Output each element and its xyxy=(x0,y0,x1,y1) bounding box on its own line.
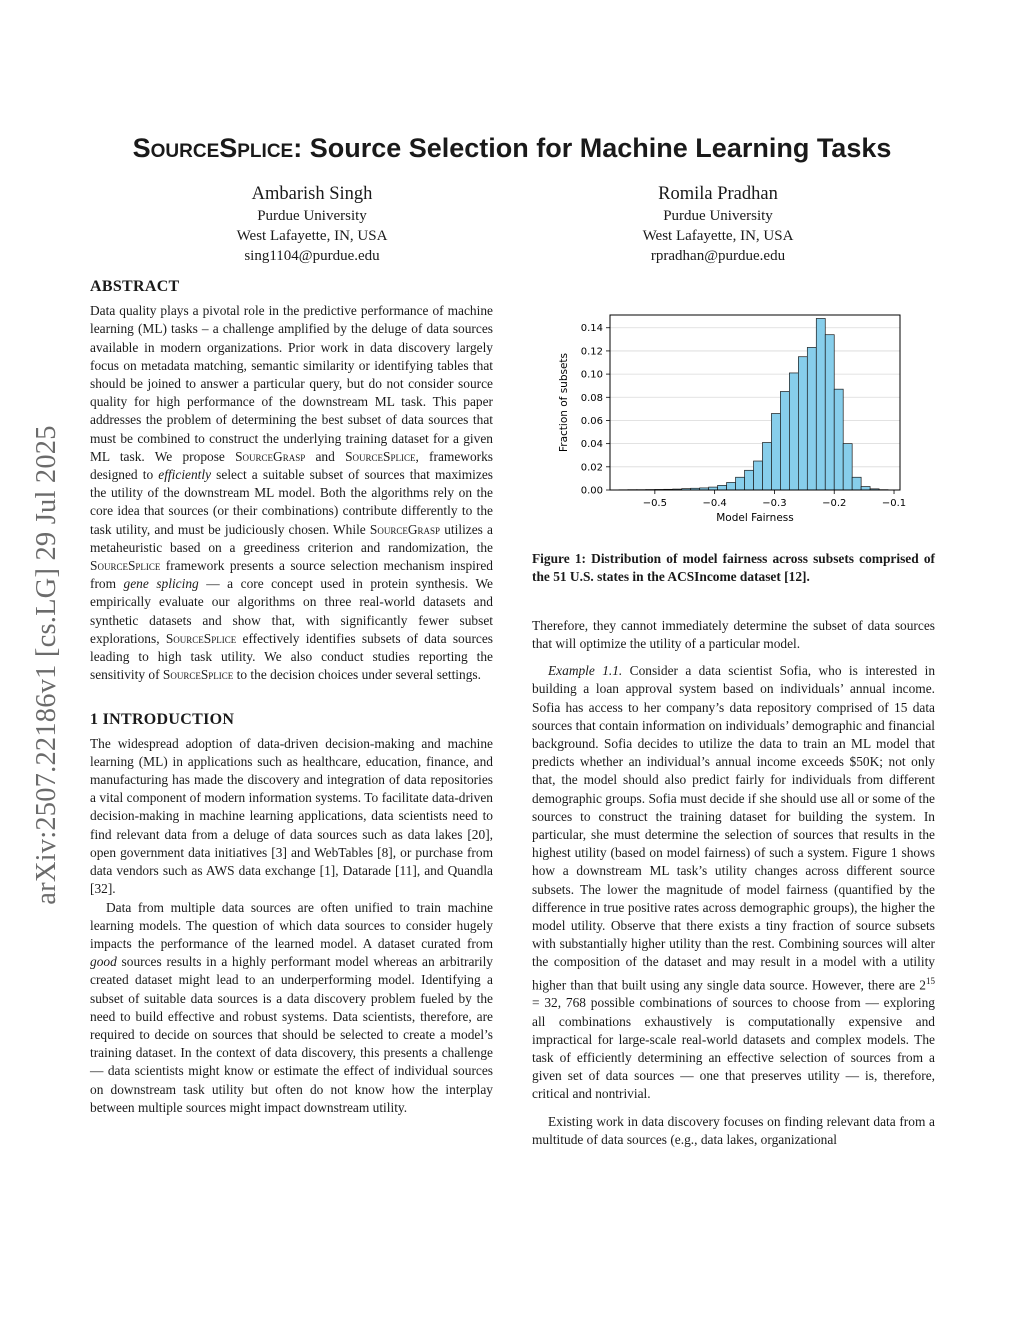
y-tick-label: 0.00 xyxy=(580,485,603,497)
right-column xyxy=(532,550,935,1149)
y-tick-label: 0.02 xyxy=(580,462,603,474)
system-name: SourceSplice xyxy=(90,558,161,574)
author-affiliation: Purdue University xyxy=(257,208,367,224)
y-tick-label: 0.06 xyxy=(580,415,603,427)
example-label: Example 1.1. xyxy=(548,663,623,679)
system-name: SourceGrasp xyxy=(369,521,441,537)
author-email: rpradhan@purdue.edu xyxy=(650,248,786,264)
histogram-bar xyxy=(727,482,736,490)
body-paragraph: Existing work in data discovery focuses on finding relevant data from a multitude of data sources (e.g., data lakes, organizational xyxy=(532,1113,935,1147)
author-location: West Lafayette, IN, USA xyxy=(642,228,794,244)
y-tick-label: 0.12 xyxy=(580,346,603,358)
intro-paragraph-2: Data from multiple data sources are often unified to train machine learning models. The question of which data sources to consider hugely impacts the performance of the learned model. A dataset curated from good sources results in a highly performant model whereas an arbitrarily created dataset might lead to an underperforming model. Identifying a subset of suitable data sources is a data discovery problem fueled by the need to build effective and robust systems. Data scientists, therefore, are required to decide on sources that should be selected to create a model’s training dataset. In the context of data discovery, this presents a challenge — data scientists might know or estimate the effect of individual sources on downstream task utility but often do not know how the interplay between multiple sources might impact downstream utility. xyxy=(90,899,493,1115)
intro-paragraph-1: The widespread adoption of data-driven decision-making and machine learning (ML) in applications such as healthcare, education, finance, and manufacturing has made the discovery and integration of data repositories a vital component of modern information systems. To facilitate data-driven decision-making in machine learning applications, data scientists need to find relevant data from a deluge of data sources such as data lakes [20], open government data initiatives [3] and WebTables [8], or purchase from data vendors such as AWS data exchange [1], Datarade [11], and Quandla [32]. xyxy=(90,735,493,897)
histogram-bar xyxy=(825,335,834,490)
fairness-histogram xyxy=(555,300,915,530)
author-location: West Lafayette, IN, USA xyxy=(236,228,388,244)
histogram-bar xyxy=(834,389,843,490)
system-name: SourceSplice xyxy=(345,448,416,464)
author-email: sing1104@purdue.edu xyxy=(244,248,380,264)
histogram-bar xyxy=(807,347,816,490)
system-name: SourceSplice xyxy=(162,667,234,683)
body-paragraph: Therefore, they cannot immediately determine the subset of data sources that will optimize the utility of a particular model. xyxy=(532,617,935,652)
system-name: SourceSplice xyxy=(165,630,237,646)
title-subtitle: : Source Selection for Machine Learning Tasks xyxy=(293,133,892,163)
abstract-heading: ABSTRACT xyxy=(90,278,180,295)
system-name: SourceGrasp xyxy=(235,448,306,464)
x-tick-label: −0.5 xyxy=(642,498,667,509)
histogram-bar xyxy=(798,357,807,490)
x-axis-label: Model Fairness xyxy=(716,512,794,524)
y-tick-label: 0.08 xyxy=(580,392,603,404)
histogram-bar xyxy=(718,485,727,490)
abstract-text: Data quality plays a pivotal role in the predictive performance of machine learning (ML) tasks – a challenge amplified by the deluge of data sources available in modern organizations. Prior work in data discovery largely focus on metadata matching, semantic similarity or identifying tables that should be joined to answer a particular query, but do not consider source quality for high performance of the downstream ML task. This paper addresses the problem of determining the best subset of data sources that must be combined to construct the underlying training dataset for a given ML task. We propose SourceGrasp and SourceSplice, frameworks designed to efficiently select a suitable subset of sources that maximizes the utility of the downstream ML model. Both the algorithms rely on the core idea that sources (or their combinations) contribute differently to the task utility, and must be judiciously chosen. While SourceGrasp utilizes a metaheuristic based on a greediness criterion and randomization, the SourceSplice framework presents a source selection mechanism inspired from gene splicing — a core concept used in protein synthesis. We empirically evaluate our algorithms on three real-world datasets and synthetic datasets and show that, with significantly fewer subset explorations, SourceSplice effectively identifies subsets of data sources leading to high task utility. We also conduct studies reporting the sensitivity of SourceSplice to the decision choices under several settings. xyxy=(90,303,494,683)
histogram-bar xyxy=(754,461,763,490)
author-affiliation: Purdue University xyxy=(663,208,773,224)
histogram-bar xyxy=(780,391,789,490)
paper-title xyxy=(0,133,1024,164)
histogram-bar xyxy=(736,477,745,490)
histogram-bar xyxy=(762,442,771,490)
left-column xyxy=(90,278,493,1117)
section-heading-introduction: 1 INTRODUCTION xyxy=(90,711,235,729)
histogram-bar xyxy=(745,470,754,490)
x-tick-label: −0.4 xyxy=(702,498,727,509)
y-tick-label: 0.04 xyxy=(580,439,603,451)
example-paragraph: Example 1.1. Consider a data scientist Sofia, who is interested in building a loan approval system based on individuals’ annual income. Sofia has access to her company’s data repository comprised of 15 data sources that contain information on individuals’ demographic and financial background. Sofia decides to utilize the data to train an ML model that predicts whether an individual’s annual income exceeds $50K; not only that, the model should also predict fairly for individuals from different demographic groups. Sofia must decide if she should use all or some of the sources to construct the training dataset for building the system. In particular, she must determine the selection of sources that results in the highest utility (based on model fairness) of such a system. Figure 1 shows how a downstream ML task’s utility changes across different source subsets. The lower the magnitude of model fairness (quantified by the difference in true positive rates across demographic groups), the higher the model utility. Observe that there exists a tiny fraction of source subsets with substantially higher utility than the rest. Combining sources will alter the composition of the dataset and may result in a model with a utility higher than that built using any single data source. However, there are $2^{15} = 32$, 768 possible combinations of sources to choose from — exploring all combinations exhaustively is computationally expensive and impractical for large-scale real-world datasets and complex models. The task of efficiently determining an effective selection of sources from a given set of data sources — one that preserves utility — is, therefore, critical and nontrivial. xyxy=(532,663,936,1102)
author-name: Romila Pradhan xyxy=(658,184,778,204)
x-tick-label: −0.1 xyxy=(881,498,907,509)
arxiv-identifier: arXiv:2507.22186v1 [cs.LG] 29 Jul 2025 xyxy=(31,425,62,905)
author-name: Ambarish Singh xyxy=(251,184,373,204)
histogram-bar xyxy=(789,373,798,490)
histogram-bar xyxy=(843,444,852,490)
histogram-bar xyxy=(861,487,870,490)
author-block-1 xyxy=(142,182,482,266)
arxiv-sidebar xyxy=(32,380,62,950)
y-axis-label: Fraction of subsets xyxy=(558,352,570,453)
title-system-name: SourceSplice xyxy=(132,133,294,163)
figure-caption: Figure 1: Distribution of model fairness across subsets comprised of the 51 U.S. states in the ACSIncome dataset [12]. xyxy=(532,551,935,585)
x-tick-label: −0.3 xyxy=(762,498,787,509)
y-tick-label: 0.10 xyxy=(580,369,603,381)
x-tick-label: −0.2 xyxy=(822,498,847,509)
y-tick-label: 0.14 xyxy=(580,323,603,335)
author-block-2 xyxy=(548,182,888,266)
histogram-bar xyxy=(816,318,825,490)
histogram-bar xyxy=(771,414,780,490)
histogram-bar xyxy=(852,477,861,490)
